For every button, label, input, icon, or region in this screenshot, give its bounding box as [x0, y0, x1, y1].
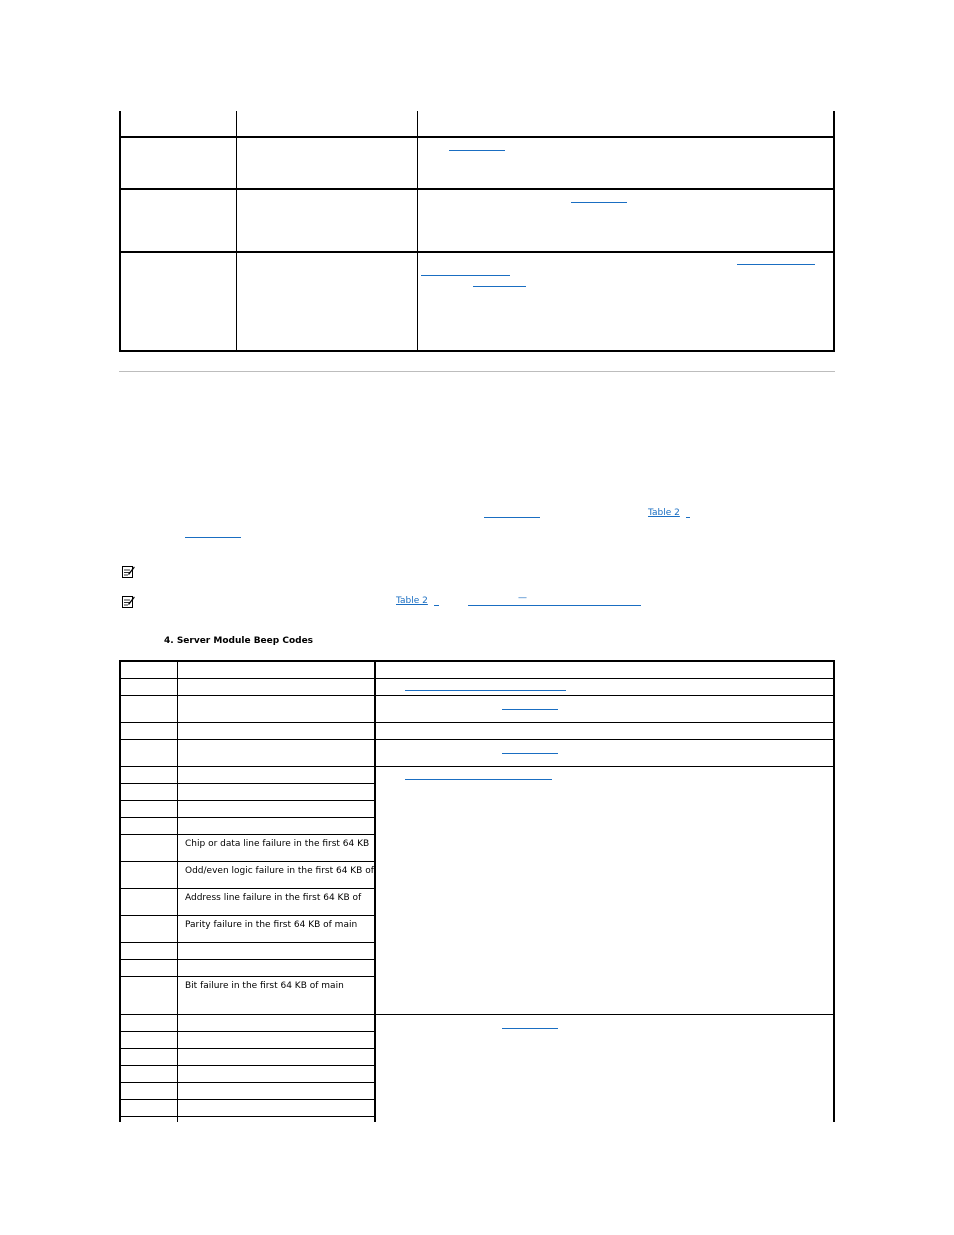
table-row-divider [119, 739, 835, 740]
table-border-left [119, 660, 121, 1122]
cross-reference-link[interactable] [571, 202, 627, 203]
link-underline-tail [686, 517, 690, 518]
table-cell-description: Odd/even logic failure in the first 64 KB of [185, 866, 374, 876]
table-row-divider [119, 136, 835, 138]
table-row-divider [119, 800, 376, 801]
table-row-divider [119, 251, 835, 253]
cross-reference-link[interactable] [421, 275, 510, 276]
table-cell-description: Parity failure in the first 64 KB of main [185, 920, 358, 930]
link-dash: — [518, 593, 527, 603]
table-row-divider [119, 915, 376, 916]
cross-reference-link[interactable] [468, 605, 641, 606]
cross-reference-link[interactable] [502, 709, 558, 710]
table-cell-description: Bit failure in the first 64 KB of main [185, 981, 344, 991]
table-caption: 4. Server Module Beep Codes [164, 636, 314, 646]
table-row-divider [119, 942, 376, 943]
cross-reference-link[interactable] [502, 753, 558, 754]
table-row-divider [119, 834, 376, 835]
table-row-divider [119, 766, 835, 767]
table-border-right [833, 111, 835, 352]
note-icon [122, 595, 135, 608]
table-row-divider [119, 783, 376, 784]
table-border-top [119, 660, 835, 662]
table-border-left [119, 111, 121, 352]
table-row-divider [119, 1031, 376, 1032]
table-row-divider [119, 722, 835, 723]
cross-reference-link[interactable] [185, 537, 241, 538]
table-row-divider [119, 1065, 376, 1066]
table-row-divider [119, 861, 376, 862]
table-col-divider [177, 660, 178, 1122]
table-row-divider [119, 1048, 376, 1049]
table-row-divider [119, 1014, 835, 1015]
cross-reference-link[interactable] [737, 264, 815, 265]
table-2-link[interactable]: Table 2 [396, 596, 428, 606]
link-underline-tail [434, 605, 439, 606]
table-row-divider [119, 695, 835, 696]
table-cell-description: Address line failure in the first 64 KB of [185, 893, 362, 903]
table-row-divider [119, 817, 376, 818]
table-col-divider [236, 111, 237, 352]
table-row-divider [119, 1099, 376, 1100]
table-row-divider [119, 678, 835, 679]
note-icon [122, 565, 135, 578]
cross-reference-link[interactable] [449, 150, 505, 151]
table-row-divider [119, 959, 376, 960]
table-2-link[interactable]: Table 2 [648, 508, 680, 518]
table-row-divider [119, 1116, 376, 1117]
table-row-divider [119, 188, 835, 190]
table-col-divider [374, 660, 376, 1122]
table-col-divider [417, 111, 418, 352]
cross-reference-link[interactable] [405, 779, 552, 780]
section-divider [119, 371, 835, 372]
table-row-divider [119, 1082, 376, 1083]
table-row-divider [119, 976, 376, 977]
cross-reference-link[interactable] [484, 517, 540, 518]
table-row-divider [119, 888, 376, 889]
table-border-right [833, 660, 835, 1122]
cross-reference-link[interactable] [405, 690, 566, 691]
cross-reference-link[interactable] [473, 286, 526, 287]
table-cell-description: Chip or data line failure in the first 64 KB [185, 839, 370, 849]
cross-reference-link[interactable] [502, 1028, 558, 1029]
table-border-bottom [119, 350, 835, 352]
